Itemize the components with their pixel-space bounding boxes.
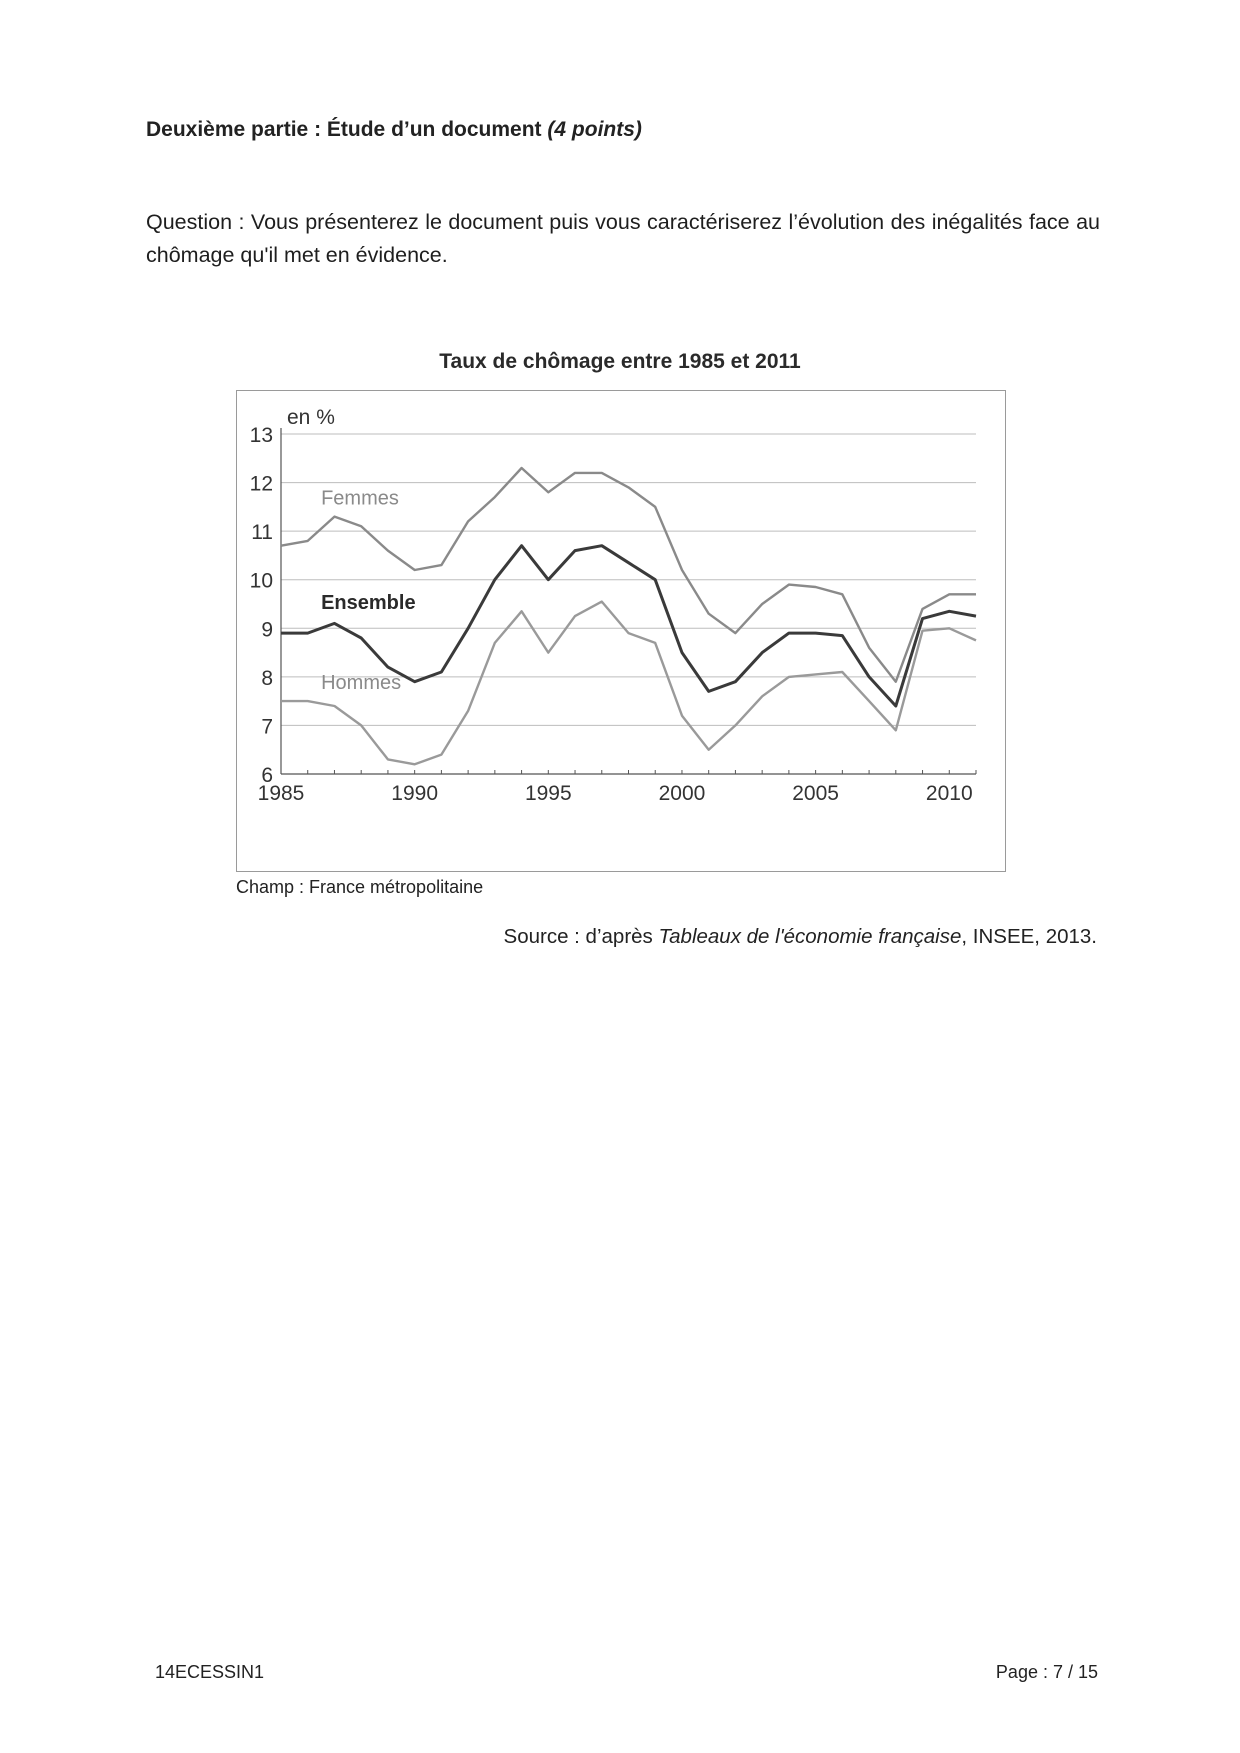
x-tick-label-2000: 2000 <box>658 782 706 805</box>
chart-scope-note: Champ : France métropolitaine <box>236 877 484 897</box>
series-layer <box>281 468 976 764</box>
source-prefix: Source : d’après <box>503 925 653 948</box>
y-tick-label-10: 10 <box>249 569 273 593</box>
y-tick-label-11: 11 <box>251 521 273 545</box>
section-heading <box>146 118 642 142</box>
x-tick-label-2010: 2010 <box>925 782 973 805</box>
source-note <box>504 925 1097 949</box>
y-tick-label-6: 6 <box>261 764 273 787</box>
y-tick-label-7: 7 <box>261 715 273 739</box>
unemployment-chart <box>236 390 1006 872</box>
source-title: Tableaux de l'économie française <box>658 925 962 948</box>
page-number: Page : 7 / 15 <box>995 1662 1098 1682</box>
section-heading-main: Deuxième partie : Étude d’un document <box>146 118 542 141</box>
series-label-hommes: Hommes <box>321 672 402 694</box>
series-label-femmes: Femmes <box>321 487 399 510</box>
x-tick-label-1995: 1995 <box>524 782 572 805</box>
y-tick-label-12: 12 <box>249 472 273 496</box>
y-axis-unit-label: en % <box>287 406 335 429</box>
chart-title: Taux de chômage entre 1985 et 2011 <box>439 350 801 373</box>
x-tick-label-1990: 1990 <box>391 782 439 805</box>
x-tick-label-1985: 1985 <box>257 782 305 805</box>
document-code: 14ECESSIN1 <box>155 1662 265 1682</box>
x-tick-label-2005: 2005 <box>792 782 839 805</box>
series-label-ensemble: Ensemble <box>321 591 416 614</box>
source-suffix: , INSEE, 2013. <box>961 925 1097 948</box>
y-tick-label-8: 8 <box>261 666 273 690</box>
section-heading-points: (4 points) <box>547 118 642 141</box>
question-text: Question : Vous présenterez le document puis vous caractériserez l’évolution des inégalités face au chômage qu'il met en évidence. <box>146 210 1100 267</box>
y-tick-label-13: 13 <box>249 424 273 447</box>
y-tick-label-9: 9 <box>261 618 273 642</box>
label-layer <box>321 487 415 694</box>
